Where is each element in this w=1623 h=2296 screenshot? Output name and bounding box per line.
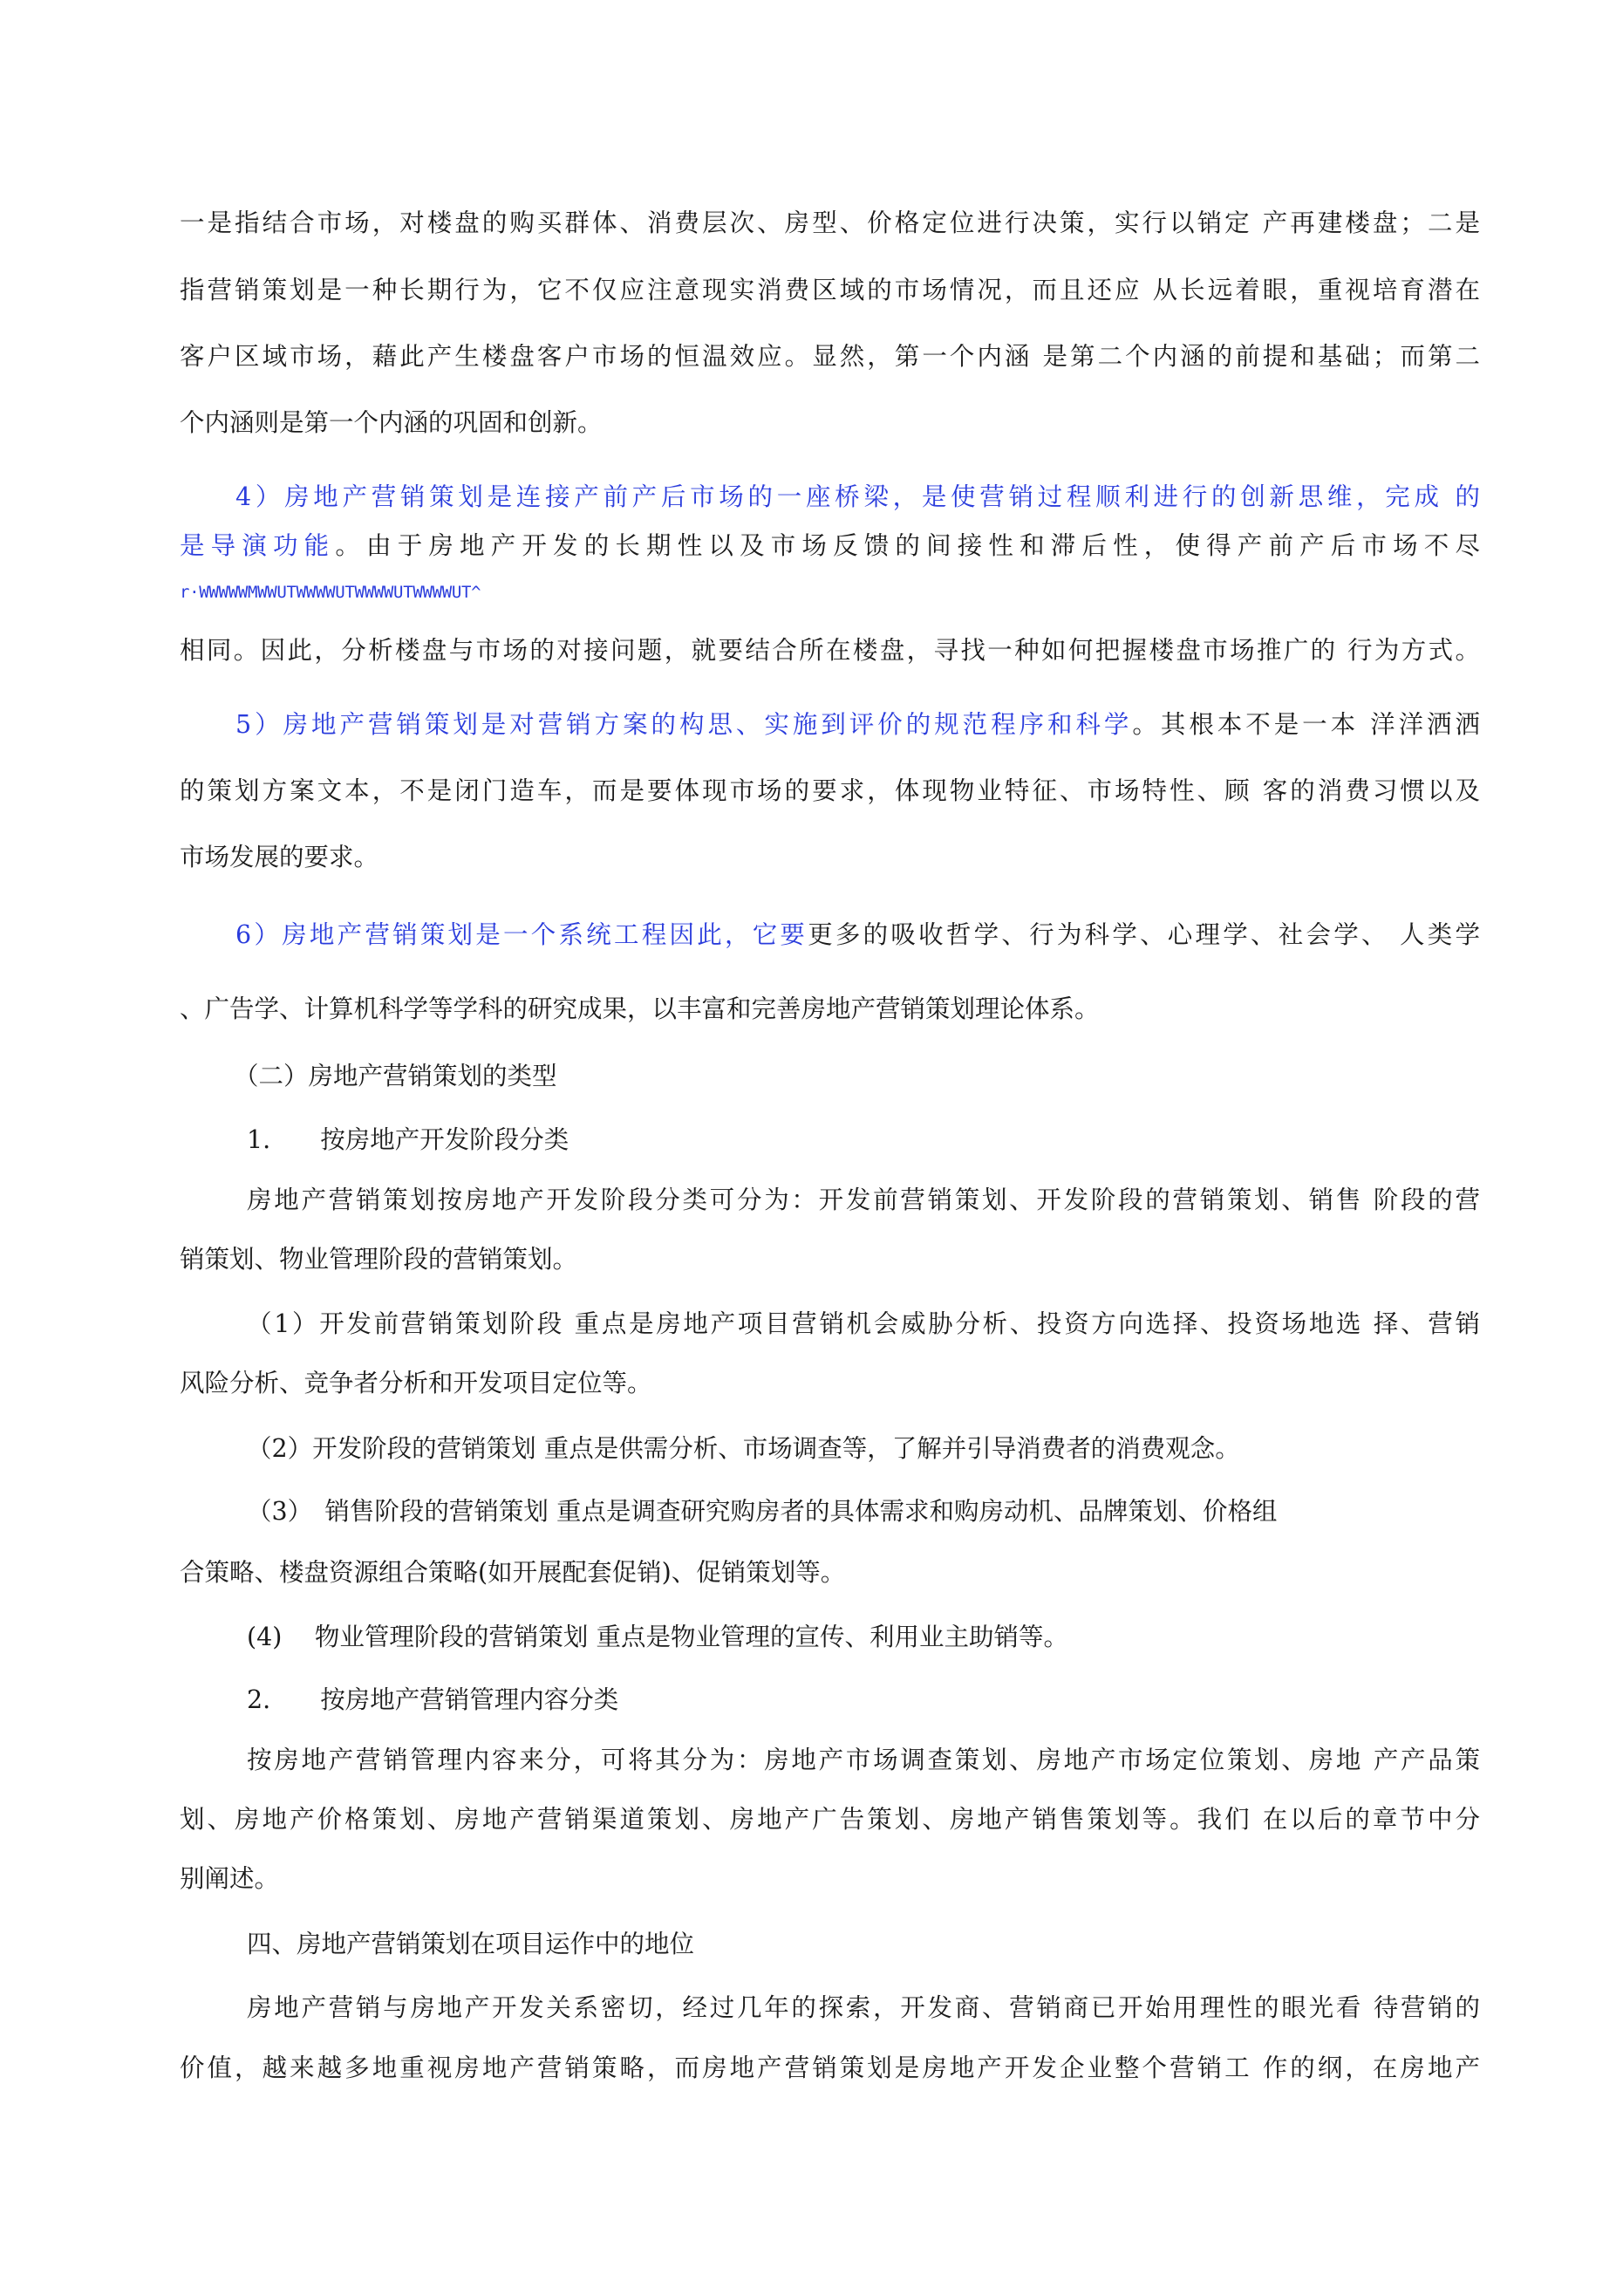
text-run: r·WWWWWMWWUTWWWWUTWWWWUTWWWWUT^ — [180, 583, 481, 602]
text-run: 风险分析、竞争者分析和开发项目定位等。 — [180, 1369, 652, 1397]
text-line — [247, 1183, 1480, 1218]
text-line — [180, 992, 1100, 1027]
text-run: 划、房地产价格策划、房地产营销渠道策划、房地产广告策划、房地产销售策划等。我们 在以后的章节中分 — [180, 1805, 1480, 1834]
text-run: 客户区域市场，藉此产生楼盘客户市场的恒温效应。显然，第一个内涵 是第二个内涵的前提和基础；而第二 — [180, 342, 1480, 371]
text-run: 、广告学、计算机科学等学科的研究成果，以丰富和完善房地产营销策划理论体系。 — [180, 994, 1100, 1023]
text-line — [180, 840, 378, 875]
text-run: 个内涵则是第一个内涵的巩固和创新。 — [180, 408, 603, 437]
text-line — [180, 572, 481, 610]
text-run: 。其根本不是一本 洋洋洒洒 — [1132, 710, 1481, 739]
text-line — [180, 1862, 279, 1896]
text-run: 价值，越来越多地重视房地产营销策略，而房地产营销策划是房地产开发企业整个营销工 作的纲，在房地产 — [180, 2053, 1480, 2082]
text-line — [235, 918, 1480, 953]
text-line — [180, 206, 1480, 241]
text-line — [180, 2051, 1480, 2086]
text-line — [247, 1620, 1068, 1655]
text-line — [180, 1242, 577, 1277]
text-run: 房地产营销策划按房地产开发阶段分类可分为：开发前营销策划、开发阶段的营销策划、销售 阶段的营 — [247, 1186, 1480, 1214]
text-line — [247, 1123, 569, 1158]
text-run: 更多的吸收哲学、行为科学、心理学、社会学、 人类学 — [808, 920, 1481, 949]
text-line — [247, 1683, 618, 1718]
text-line — [180, 774, 1480, 809]
text-line — [234, 1059, 557, 1094]
text-run: 5）房地产营销策划是对营销方案的构思、实施到评价的规范程序和科学 — [235, 710, 1133, 739]
text-line — [247, 1494, 1277, 1529]
text-run: 别阐述。 — [180, 1864, 280, 1893]
text-run: 指营销策划是一种长期行为，它不仅应注意现实消费区域的市场情况，而且还应 从长远着眼，重视培育潜在 — [180, 276, 1480, 304]
text-run: 一是指结合市场，对楼盘的购买群体、消费层次、房型、价格定位进行决策，实行以销定 产再建楼盘；二是 — [180, 208, 1480, 237]
text-run: （3） 销售阶段的营销策划 重点是调查研究购房者的具体需求和购房动机、品牌策划、价格组 — [247, 1497, 1278, 1526]
text-run: 销策划、物业管理阶段的营销策划。 — [180, 1245, 578, 1274]
text-run: (4) 物业管理阶段的营销策划 重点是物业管理的宣传、利用业主助销等。 — [247, 1623, 1068, 1651]
text-line — [235, 480, 1480, 515]
text-run: 1. 按房地产开发阶段分类 — [247, 1125, 569, 1154]
text-run: （2）开发阶段的营销策划 重点是供需分析、市场调查等，了解并引导消费者的消费观念。 — [247, 1434, 1240, 1463]
text-run: 2. 按房地产营销管理内容分类 — [247, 1685, 619, 1714]
text-line — [247, 1927, 694, 1962]
text-run: 按房地产营销管理内容来分，可将其分为：房地产市场调查策划、房地产市场定位策划、房地 产产品策 — [247, 1746, 1480, 1774]
text-line — [247, 1307, 1480, 1342]
text-line — [180, 529, 1480, 564]
text-run: 6）房地产营销策划是一个系统工程因此，它要 — [235, 920, 808, 949]
text-run: 合策略、楼盘资源组合策略(如开展配套促销)、促销策划等。 — [180, 1558, 846, 1587]
text-line — [180, 1366, 652, 1401]
text-line — [247, 1432, 1240, 1466]
text-line — [247, 1743, 1480, 1778]
text-run: 房地产营销与房地产开发关系密切，经过几年的探索，开发商、营销商已开始用理性的眼光看 待营销的 — [247, 1993, 1480, 2022]
text-line — [180, 1802, 1480, 1837]
text-line — [180, 339, 1480, 374]
text-run: 市场发展的要求。 — [180, 843, 379, 871]
text-line — [180, 406, 603, 441]
text-run: 相同。因此，分析楼盘与市场的对接问题，就要结合所在楼盘，寻找一种如何把握楼盘市场推广的 行为方式。 — [180, 636, 1480, 665]
text-run: 4）房地产营销策划是连接产前产后市场的一座桥梁，是使营销过程顺利进行的创新思维，完成 的 — [235, 482, 1480, 511]
text-line — [247, 1991, 1480, 2026]
text-run: 。由于房地产开发的长期性以及市场反馈的间接性和滞后性，使得产前产后市场不尽 — [335, 531, 1480, 560]
text-line — [180, 1555, 845, 1590]
text-run: 四、房地产营销策划在项目运作中的地位 — [247, 1930, 695, 1958]
text-line — [180, 633, 1480, 668]
text-run: 的策划方案文本，不是闭门造车，而是要体现市场的要求，体现物业特征、市场特性、顾 客的消费习惯以及 — [180, 776, 1480, 805]
text-line — [180, 273, 1480, 308]
text-line — [235, 707, 1480, 742]
text-run: （二）房地产营销策划的类型 — [234, 1062, 557, 1090]
text-run: （1）开发前营销策划阶段 重点是房地产项目营销机会威胁分析、投资方向选择、投资场地选 择、营销 — [247, 1309, 1480, 1338]
text-run: 是导演功能 — [180, 531, 336, 560]
